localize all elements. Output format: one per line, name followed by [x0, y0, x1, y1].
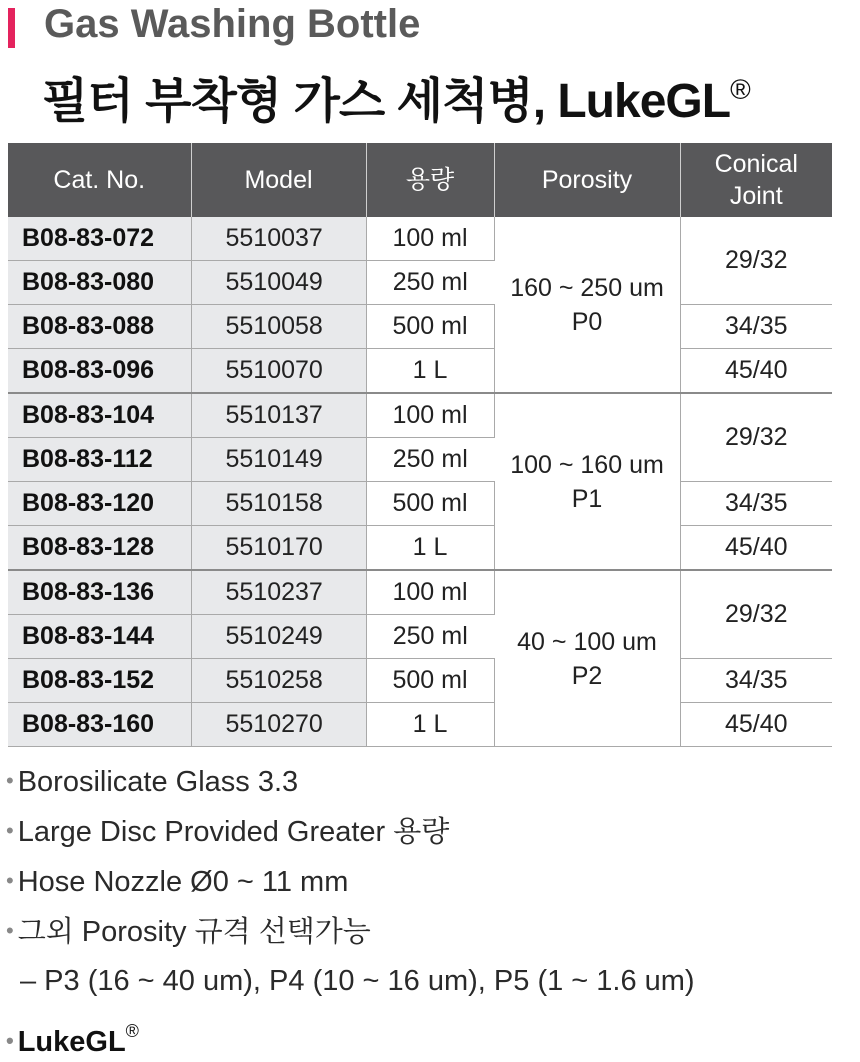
note-item: [6, 762, 695, 812]
volume-cell: 1 L: [366, 526, 494, 571]
volume-cell: 100 ml: [366, 393, 494, 438]
notes-list: [6, 762, 695, 1062]
col-header-conical-joint: Conical Joint: [680, 143, 832, 217]
volume-cell: 100 ml: [366, 570, 494, 615]
table-row: [8, 482, 832, 526]
model-cell: 5510149: [191, 438, 366, 482]
col-header-volume: 용량: [366, 143, 494, 217]
volume-cell: 1 L: [366, 703, 494, 747]
page-title-ko: [42, 62, 750, 131]
model-cell: 5510258: [191, 659, 366, 703]
joint-cell: 29/32: [680, 217, 832, 305]
porosity-grade: P1: [571, 484, 603, 513]
volume-cell: 1 L: [366, 349, 494, 394]
col-header-porosity: Porosity: [494, 143, 680, 217]
table-row: [8, 349, 832, 394]
table-row: [8, 217, 832, 261]
title-accent-bar: [8, 8, 15, 48]
cat-no-cell: B08-83-096: [8, 349, 191, 394]
porosity-grade: P0: [571, 307, 603, 336]
volume-cell: 500 ml: [366, 659, 494, 703]
cat-no-cell: B08-83-152: [8, 659, 191, 703]
note-text: Borosilicate Glass 3.3: [17, 766, 299, 798]
note-item: [6, 812, 695, 862]
table-row: [8, 526, 832, 571]
registered-mark: ®: [730, 74, 750, 105]
model-cell: 5510137: [191, 393, 366, 438]
note-item: [6, 862, 695, 912]
model-cell: 5510058: [191, 305, 366, 349]
table-row: [8, 703, 832, 747]
cat-no-cell: B08-83-160: [8, 703, 191, 747]
porosity-cell: [494, 393, 680, 570]
model-cell: 5510049: [191, 261, 366, 305]
joint-cell: 45/40: [680, 349, 832, 394]
model-cell: 5510237: [191, 570, 366, 615]
cat-no-cell: B08-83-144: [8, 615, 191, 659]
note-text: Large Disc Provided Greater 용량: [17, 816, 450, 848]
cat-no-cell: B08-83-080: [8, 261, 191, 305]
joint-cell: 34/35: [680, 659, 832, 703]
porosity-range: 100 ~ 160 um: [510, 450, 664, 479]
joint-cell: 29/32: [680, 393, 832, 482]
joint-cell: 34/35: [680, 482, 832, 526]
table-row: [8, 393, 832, 438]
volume-cell: 500 ml: [366, 305, 494, 349]
table-row: [8, 305, 832, 349]
note-item: [6, 912, 695, 962]
cat-no-cell: B08-83-088: [8, 305, 191, 349]
table-row: [8, 570, 832, 615]
porosity-range: 160 ~ 250 um: [510, 273, 664, 302]
volume-cell: 500 ml: [366, 482, 494, 526]
bullet-icon: •: [6, 868, 14, 893]
joint-cell: 45/40: [680, 703, 832, 747]
cat-no-cell: B08-83-104: [8, 393, 191, 438]
spec-table: [8, 143, 832, 747]
porosity-cell: [494, 217, 680, 393]
page-title-ko-text: 필터 부착형 가스 세척병, LukeGL: [42, 75, 731, 128]
volume-cell: 250 ml: [366, 261, 494, 305]
registered-mark: ®: [125, 1021, 139, 1041]
cat-no-cell: B08-83-136: [8, 570, 191, 615]
porosity-range: 40 ~ 100 um: [517, 627, 657, 656]
cat-no-cell: B08-83-072: [8, 217, 191, 261]
model-cell: 5510170: [191, 526, 366, 571]
joint-cell: 34/35: [680, 305, 832, 349]
volume-cell: 250 ml: [366, 615, 494, 659]
model-cell: 5510249: [191, 615, 366, 659]
model-cell: 5510037: [191, 217, 366, 261]
note-text: 그외 Porosity 규격 선택가능: [17, 916, 371, 948]
porosity-cell: [494, 570, 680, 747]
cat-no-cell: B08-83-128: [8, 526, 191, 571]
table-row: [8, 659, 832, 703]
model-cell: 5510158: [191, 482, 366, 526]
bullet-icon: •: [6, 768, 14, 793]
col-header-cat-no: Cat. No.: [8, 143, 191, 217]
table-header-row: [8, 143, 832, 217]
joint-cell: 45/40: [680, 526, 832, 571]
joint-cell: 29/32: [680, 570, 832, 659]
bullet-icon: •: [6, 818, 14, 843]
bullet-icon: •: [6, 1028, 14, 1053]
porosity-grade: P2: [571, 661, 603, 690]
volume-cell: 100 ml: [366, 217, 494, 261]
volume-cell: 250 ml: [366, 438, 494, 482]
cat-no-cell: B08-83-112: [8, 438, 191, 482]
col-header-model: Model: [191, 143, 366, 217]
note-text: Hose Nozzle Ø0 ~ 11 mm: [17, 866, 349, 898]
note-sub-item: – P3 (16 ~ 40 um), P4 (10 ~ 16 um), P5 (1 ~ 1.6 um): [20, 965, 695, 997]
cat-no-cell: B08-83-120: [8, 482, 191, 526]
brand-text: LukeGL: [17, 1026, 126, 1058]
bullet-icon: •: [6, 918, 14, 943]
page-title-en: Gas Washing Bottle: [44, 2, 421, 46]
model-cell: 5510070: [191, 349, 366, 394]
model-cell: 5510270: [191, 703, 366, 747]
brand-note: [6, 1012, 695, 1062]
